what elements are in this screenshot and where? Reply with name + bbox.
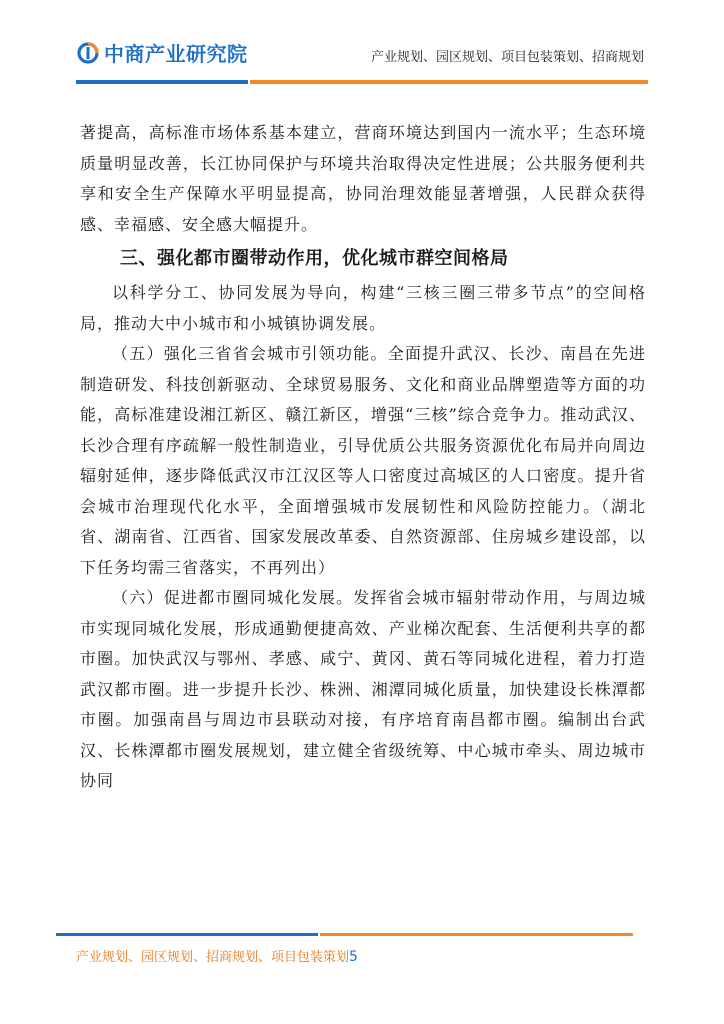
paragraph-1: 著提高，高标准市场体系基本建立，营商环境达到国内一流水平；生态环境质量明显改善，长江协同保护与环境共治取得决定性进展；公共服务便利共享和安全生产保障水平明显提高，协同治理效能显著增强，人民群众获得感、幸福感、安全感大幅提升。 [80,123,646,234]
header-rule-orange [250,80,648,84]
footer-rule-orange [320,933,633,936]
document-body [80,118,646,797]
paragraph-4: （六）促进都市圈同城化发展。发挥省会城市辐射带动作用，与周边城市实现同城化发展，形成通勤便捷高效、产业梯次配套、生活便利共享的都市圈。加快武汉与鄂州、孝感、咸宁、黄冈、黄石等同城化进程，着力打造武汉都市圈。进一步提升长沙、株洲、湘潭同城化质量，加快建设长株潭都市圈。加强南昌与周边市县联动对接，有序培育南昌都市圈。编制出台武汉、长株潭都市圈发展规划，建立健全省级统筹、中心城市牵头、周边城市协同 [80,588,646,790]
section-heading: 三、强化都市圈带动作用，优化城市群空间格局 [120,248,509,269]
page-number: 5 [349,949,358,965]
logo-text: 中商产业研究院 [104,42,248,66]
company-logo [76,38,248,67]
logo-icon [76,41,100,65]
paragraph-2: 以科学分工、协同发展为导向，构建“三核三圈三带多节点”的空间格局，推动大中小城市和小城镇协调发展。 [80,283,646,333]
header-tagline: 产业规划、园区规划、项目包装策划、招商规划 [370,50,644,65]
footer-label: 产业规划、园区规划、招商规划、项目包装策划 [76,950,350,965]
footer-rule-blue [56,933,318,936]
paragraph-3: （五）强化三省省会城市引领功能。全面提升武汉、长沙、南昌在先进制造研发、科技创新驱动、全球贸易服务、文化和商业品牌塑造等方面的功能，高标准建设湘江新区、赣江新区，增强“三核”综合竞争力。推动武汉、长沙合理有序疏解一般性制造业，引导优质公共服务资源优化布局并向周边辐射延伸，逐步降低武汉市江汉区等人口密度过高城区的人口密度。提升省会城市治理现代化水平，全面增强城市发展韧性和风险防控能力。（湖北省、湖南省、江西省、国家发展改革委、自然资源部、住房城乡建设部，以下任务均需三省落实，不再列出） [80,344,646,577]
header-rule-blue [76,80,248,84]
page-footer [76,946,358,965]
page-header [0,0,724,90]
